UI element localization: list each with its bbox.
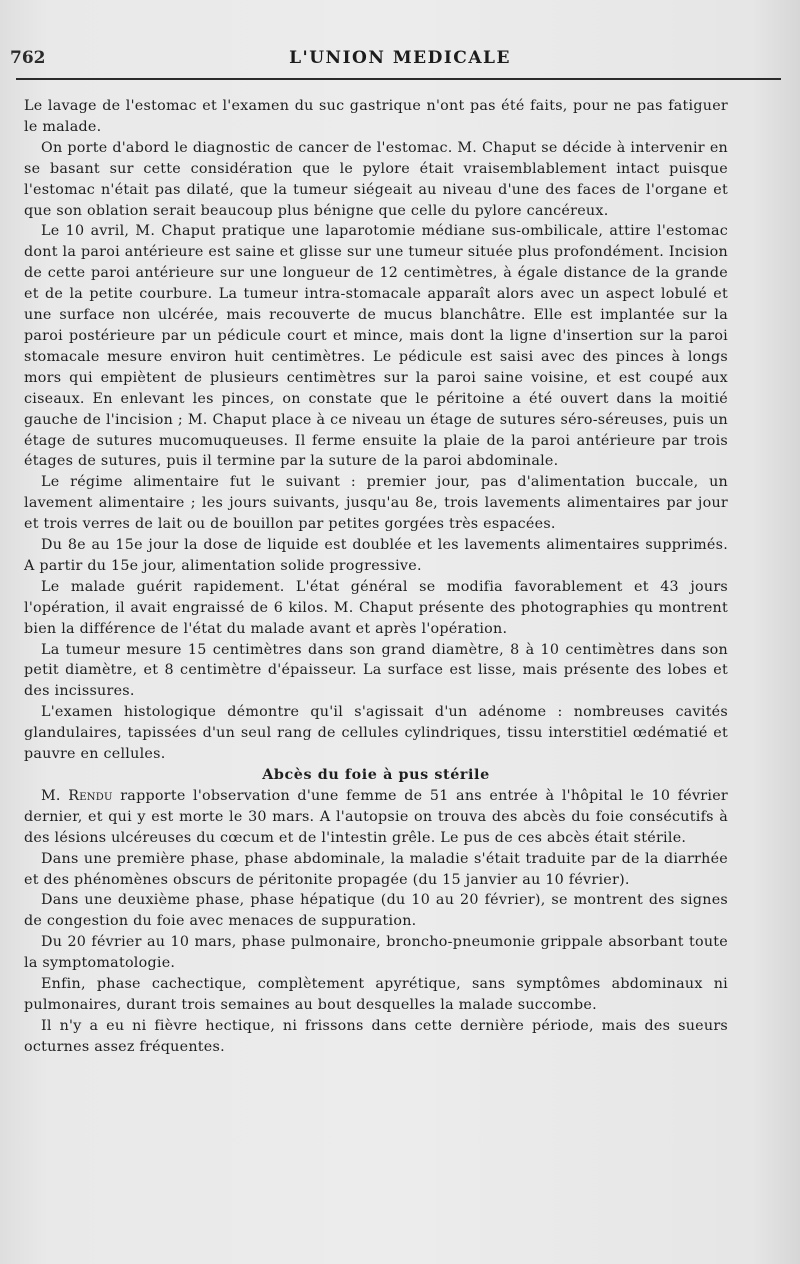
paragraph-phase-pulmonaire: Du 20 février au 10 mars, phase pulmonaire, broncho-pneumonie grippale absorbant toute la symptomatologie. (24, 934, 728, 972)
header-rule (16, 78, 781, 80)
paragraph-lavage: Le lavage de l'estomac et l'examen du suc gastrique n'ont pas été faits, pour ne pas fatiguer le malade. (24, 98, 728, 135)
paragraph-tumeur: La tumeur mesure 15 centimètres dans son grand diamètre, 8 à 10 centimètres dans son petit diamètre, et 8 centimètre d'épaisseur. La surface est lisse, mais présente des lobes et des incissures. (24, 641, 728, 700)
paragraph-phase-abdominale: Dans une première phase, phase abdominale, la maladie s'était traduite par de la diarrhée et des phénomènes obscurs de péritonite propagée (du 15 janvier au 10 février). (24, 850, 728, 888)
paragraph-diagnostic: On porte d'abord le diagnostic de cancer de l'estomac. M. Chaput se décide à intervenir en se basant sur cette considération que le pylore était vraisemblablement intact puisque l'estomac n'était pas dilaté, que la tumeur siégeait au niveau d'une des faces de l'organe et que son oblation serait beaucoup plus bénigne que celle du pylore cancéreux. (24, 139, 728, 219)
rendu-text: rapporte l'observation d'une femme de 51 ans entrée à l'hôpital le 10 février dernier, et qui y est morte le 30 mars. A l'autopsie on trouva des abcès du foie consécutifs à des lésions ulcéreuses du cœcum et de l'intestin grêle. Le pus de ces abcès était stérile. (24, 787, 729, 846)
rendu-prefix: M. (41, 787, 69, 804)
paragraph-operation: Le 10 avril, M. Chaput pratique une laparotomie médiane sus-ombilicale, attire l'estomac dont la paroi antérieure est saine et glisse sur une tumeur située plus profondément. Incision de cette paroi antérieure sur une longueur de 12 centimètres, à égale distance de la grande et de la petite courbure. La tumeur intra-stomacale apparaît alors avec un aspect lobulé et une surface non ulcérée, mais recouverte de mucus blanchâtre. Elle est implantée sur la paroi postérieure par un pédicule court et mince, mais dont la ligne d'insertion sur la paroi stomacale mesure environ huit centimètres. Le pédicule est saisi avec des pinces à longs mors qui empiètent de plusieurs centimètres sur la paroi saine voisine, et est coupé aux ciseaux. En enlevant les pinces, on constate que le péritoine a été ouvert dans la moitié gauche de l'incision ; M. Chaput place à ce niveau un étage de sutures séro-séreuses, puis un étage de sutures mucomuqueuses. Il ferme ensuite la plaie de la paroi antérieure par trois étages de sutures, puis il termine par la suture de la paroi abdominale. (24, 223, 728, 470)
page-header (0, 40, 800, 74)
paragraph-phase-hepatique: Dans une deuxième phase, phase hépatique (du 10 au 20 février), se montrent des signes de congestion du foie avec menaces de suppuration. (24, 892, 728, 930)
paragraph-regime: Le régime alimentaire fut le suivant : premier jour, pas d'alimentation buccale, un lavement alimentaire ; les jours suivants, jusqu'au 8e, trois lavements alimentaires par jour et trois verres de lait ou de bouillon par petites gorgées très espacées. (24, 474, 728, 533)
paragraph-phase-cachectique: Enfin, phase cachectique, complètement apyrétique, sans symptômes abdominaux ni pulmonaires, durant trois semaines au bout desquelles la malade succombe. (24, 976, 728, 1013)
paragraph-histologie: L'examen histologique démontre qu'il s'agissait d'un adénome : nombreuses cavités glandulaires, tapissées d'un seul rang de cellules cylindriques, tissu interstitiel œdématié et pauvre en cellules. (24, 704, 728, 763)
paragraph-rendu (24, 786, 728, 849)
article-body (24, 96, 728, 1058)
page-number: 762 (10, 48, 46, 68)
paragraph-fievre: Il n'y a eu ni fièvre hectique, ni frissons dans cette dernière période, mais des sueurs octurnes assez fréquentes. (24, 1017, 728, 1055)
paragraph-dose: Du 8e au 15e jour la dose de liquide est doublée et les lavements alimentaires supprimés. A partir du 15e jour, alimentation solide progressive. (24, 537, 728, 574)
author-name: Rendu (68, 787, 113, 804)
paragraph-guerison: Le malade guérit rapidement. L'état général se modifia favorablement et 43 jours l'opération, il avait engraissé de 6 kilos. M. Chaput présente des photographies qu montrent bien la différence de l'état du malade avant et après l'opération. (24, 578, 728, 637)
section-heading: Abcès du foie à pus stérile (262, 767, 490, 783)
running-title: L'UNION MEDICALE (289, 48, 511, 68)
